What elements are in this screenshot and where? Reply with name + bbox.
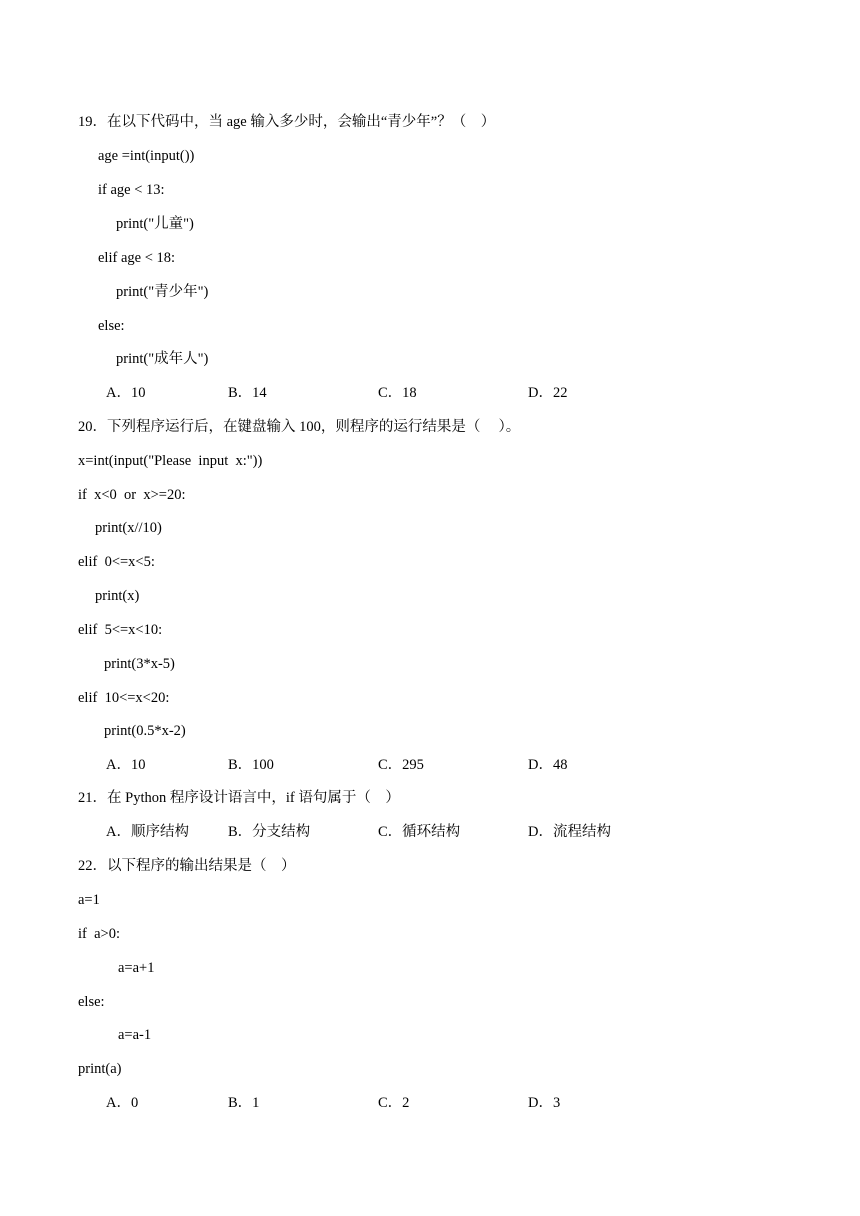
option-b[interactable]: B．14 xyxy=(228,385,267,401)
code-line: else: xyxy=(98,318,125,334)
code-line: if a>0: xyxy=(78,926,120,942)
code-line: else: xyxy=(78,994,105,1010)
option-a[interactable]: A．0 xyxy=(106,1095,139,1111)
option-c[interactable]: C．循环结构 xyxy=(378,824,461,840)
code-line: elif 5<=x<10: xyxy=(78,622,163,638)
code-line: elif 0<=x<5: xyxy=(78,554,155,570)
option-a[interactable]: A．10 xyxy=(106,757,146,773)
option-d[interactable]: D．22 xyxy=(528,385,568,401)
code-line: a=1 xyxy=(78,892,100,908)
code-line: print(x) xyxy=(95,588,140,604)
option-d[interactable]: D．3 xyxy=(528,1095,561,1111)
option-b[interactable]: B．1 xyxy=(228,1095,260,1111)
code-line: if x<0 or x>=20: xyxy=(78,487,186,503)
code-line: age =int(input()) xyxy=(98,148,195,164)
question-19-stem: 19．在以下代码中，当 age 输入多少时，会输出“青少年”？（ ） xyxy=(78,114,496,130)
code-line: print(3*x-5) xyxy=(104,656,175,672)
question-22-stem: 22．以下程序的输出结果是（ ） xyxy=(78,858,296,874)
option-b[interactable]: B．分支结构 xyxy=(228,824,311,840)
code-line: print(a) xyxy=(78,1061,122,1077)
question-21-stem: 21．在 Python 程序设计语言中，if 语句属于（ ） xyxy=(78,790,400,806)
option-a[interactable]: A．10 xyxy=(106,385,146,401)
code-line: print("青少年") xyxy=(116,284,209,300)
option-c[interactable]: C．2 xyxy=(378,1095,410,1111)
code-line: x=int(input("Please input x:")) xyxy=(78,453,263,469)
code-line: print(0.5*x-2) xyxy=(104,723,186,739)
option-b[interactable]: B．100 xyxy=(228,757,274,773)
option-d[interactable]: D．流程结构 xyxy=(528,824,611,840)
code-line: if age < 13: xyxy=(98,182,165,198)
code-line: a=a-1 xyxy=(118,1027,152,1043)
question-20-stem: 20．下列程序运行后，在键盘输入 100，则程序的运行结果是（ ）。 xyxy=(78,419,521,435)
option-a[interactable]: A．顺序结构 xyxy=(106,824,189,840)
code-line: print("儿童") xyxy=(116,216,194,232)
code-line: print(x//10) xyxy=(95,520,162,536)
code-line: print("成年人") xyxy=(116,351,209,367)
code-line: a=a+1 xyxy=(118,960,155,976)
option-c[interactable]: C．18 xyxy=(378,385,417,401)
code-line: elif 10<=x<20: xyxy=(78,690,170,706)
code-line: elif age < 18: xyxy=(98,250,176,266)
option-d[interactable]: D．48 xyxy=(528,757,568,773)
option-c[interactable]: C．295 xyxy=(378,757,424,773)
